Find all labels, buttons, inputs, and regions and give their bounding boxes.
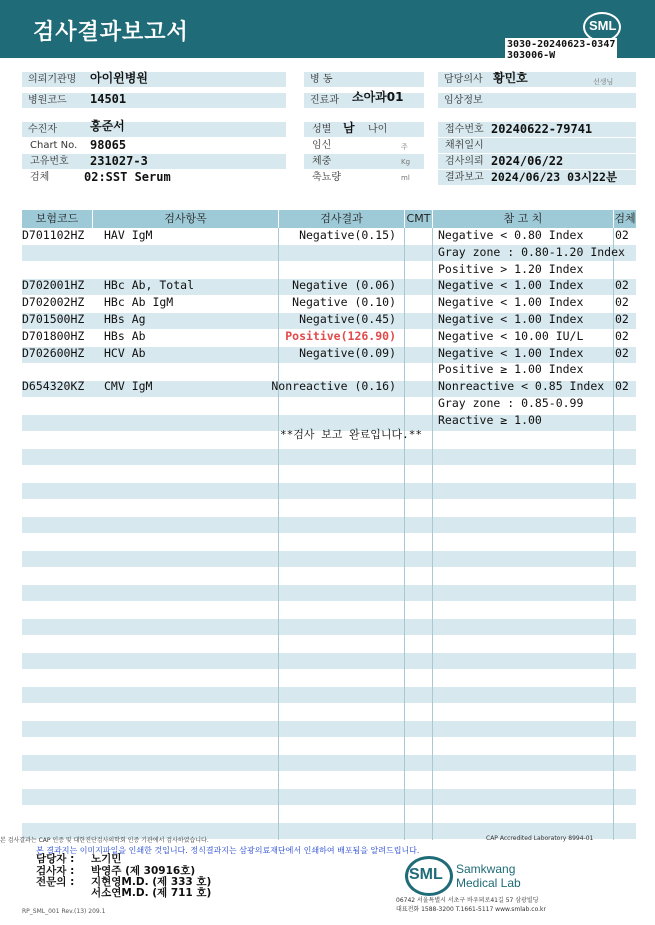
cell-specimen: 02 [615,312,629,326]
age-label: 나이 [368,124,388,135]
cell-item: HBc Ab, Total [104,278,195,293]
cell-code: D701800HZ [22,328,85,343]
dept-value: 소아과01 [352,90,404,104]
cell-reference: Gray zone : 0.85-0.99 [438,396,584,410]
row-stripe [22,483,636,499]
staff-name: 서소연M.D. (제 711 호) [91,887,212,899]
cell-reference: Positive > 1.20 Index [438,261,584,276]
sml-logo-text: SML [589,18,617,33]
cell-item: HBs Ab [104,328,146,343]
cell-reference: Reactive ≥ 1.00 [438,412,542,427]
unique-no-label: 고유번호 [30,156,69,167]
th-test-item: 검사항목 [93,210,278,228]
cell-specimen: 02 [615,328,629,343]
cell-specimen: 02 [615,295,629,310]
report-number-line-1: 3030-20240623-0347 [507,39,616,50]
cell-item: HBs Ag [104,312,146,326]
cell-specimen: 02 [615,345,629,360]
cell-result: Positive(126.90) [285,328,396,343]
specimen-value: 02:SST Serum [84,170,171,184]
request-value: 2024/06/22 [491,154,564,168]
results-table [22,210,636,840]
row-stripe [22,619,636,635]
row-stripe [22,449,636,465]
cell-code: D654320KZ [22,379,85,394]
row-stripe [22,653,636,669]
complete-message: **검사 보고 완료입니다.** [280,428,422,441]
dept-label: 진료과 [304,93,424,108]
hospital-code-label: 병원코드 [22,93,286,108]
cell-specimen: 02 [615,379,629,394]
cell-reference: Gray zone : 0.80-1.20 Index [438,244,625,259]
doctor-suffix: 선생님 [593,78,614,86]
urine-unit: ml [401,174,410,182]
report-date-label: 결과보고 [445,172,484,183]
cell-code: D701500HZ [22,312,85,326]
chart-no-value: 98065 [90,138,127,152]
request-label: 검사의뢰 [445,156,484,167]
row-stripe [22,551,636,567]
ward-label: 병 동 [304,72,424,87]
receipt-label: 접수번호 [445,124,484,135]
cell-reference: Nonreactive < 0.85 Index [438,379,605,394]
th-insurance-code: 보험코드 [22,210,92,228]
cell-code: D701102HZ [22,228,85,242]
lab-phone: 대표전화 1588-3200 T.1661-5117 www.smlab.co.kr [396,906,546,913]
footer-cap-note: CAP Accredited Laboratory 8994-01 [486,835,594,842]
cell-item: CMV IgM [104,379,153,394]
lab-name-line-2: Medical Lab [456,876,521,890]
sex-label: 성별 [312,124,332,135]
cell-item: HAV IgM [104,228,153,242]
cell-item: HBc Ab IgM [104,295,174,310]
cell-result: Nonreactive (0.16) [271,379,396,394]
cell-specimen: 02 [615,228,629,242]
patient-label: 수진자 [22,122,286,137]
weight-label: 체중 [312,156,332,167]
staff-name: 노기민 [91,853,122,865]
th-result: 검사결과 [279,210,404,228]
hospital-value: 아이윈병원 [90,71,148,85]
row-stripe [22,517,636,533]
hospital-label: 의뢰기관명 [22,72,286,87]
unique-no-value: 231027-3 [90,154,148,168]
row-stripe [22,721,636,737]
cell-reference: Negative < 1.00 Index [438,278,584,293]
collect-label: 채취일시 [445,140,484,151]
hospital-code-value: 14501 [90,92,127,106]
report-number [505,38,617,62]
cell-reference: Negative < 10.00 IU/L [438,328,584,343]
row-stripe [22,789,636,805]
footer-cert-note: 본 검사결과는 CAP 인증 및 대한진단검사의학회 인증 기관에서 검사하였습니다. [0,837,209,844]
row-stripe [22,687,636,703]
lab-name-line-1: Samkwang [456,862,516,876]
receipt-value: 20240622-79741 [491,122,593,136]
pregnancy-unit: 주 [401,143,408,151]
th-cmt: CMT [405,210,432,228]
chart-no-label: Chart No. [30,140,78,151]
cell-result: Negative(0.45) [299,312,396,326]
cell-specimen: 02 [615,278,629,293]
report-number-line-2: 303006-W [507,50,556,61]
th-reference: 참 고 치 [433,210,613,228]
staff-role: 검사자 : [36,865,75,877]
sex-value: 남 [343,121,355,135]
col-divider [613,228,614,840]
col-divider [432,228,433,840]
staff-name: 지현영M.D. (제 333 호) [91,876,212,888]
footer-print-note: 본 결과지는 이미지파일을 인쇄한 것입니다. 정식결과지는 삼광의료재단에서 인쇄하여 배포됨을 알려드립니다. [36,846,420,855]
form-code: RP_SML_001 Rev.(13) 209.1 [22,908,106,915]
lab-address: 06742 서울특별시 서초구 바우뫼로41길 57 삼광빌딩 [396,897,539,904]
lab-name [456,862,521,890]
col-divider [278,228,279,840]
sml-lab-logo-text: SML [409,866,443,883]
row-stripe [22,585,636,601]
clinical-info-label: 임상정보 [438,93,636,108]
cell-item: HCV Ab [104,345,146,360]
weight-unit: Kg [401,158,411,166]
doctor-value: 황민호 [493,71,528,85]
cell-result: Negative (0.10) [292,295,396,310]
cell-code: D702001HZ [22,278,85,293]
cell-result: Negative(0.09) [299,345,396,360]
report-date-value: 2024/06/23 03시22분 [491,170,618,184]
cell-reference: Negative < 1.00 Index [438,345,584,360]
cell-result: Negative(0.15) [299,228,396,242]
urine-label: 축뇨량 [312,172,341,183]
cell-reference: Positive ≥ 1.00 Index [438,362,584,377]
pregnancy-label: 임신 [312,140,332,151]
cell-reference: Negative < 1.00 Index [438,312,584,326]
staff-name: 박영주 (제 30916호) [91,865,196,877]
col-divider [404,228,405,840]
doctor-label: 담당의사 [438,72,636,87]
th-specimen: 검체 [614,210,636,228]
cell-code: D702600HZ [22,345,85,360]
specimen-label: 검체 [30,172,50,183]
row-stripe [22,755,636,771]
staff-role: 담당자 : [36,853,75,865]
patient-value: 홍준서 [90,119,125,133]
cell-code: D702002HZ [22,295,85,310]
staff-role: 전문의 : [36,876,75,888]
cell-reference: Negative < 1.00 Index [438,295,584,310]
cell-result: Negative (0.06) [292,278,396,293]
report-title: 검사결과보고서 [33,20,189,45]
cell-reference: Negative < 0.80 Index [438,228,584,242]
